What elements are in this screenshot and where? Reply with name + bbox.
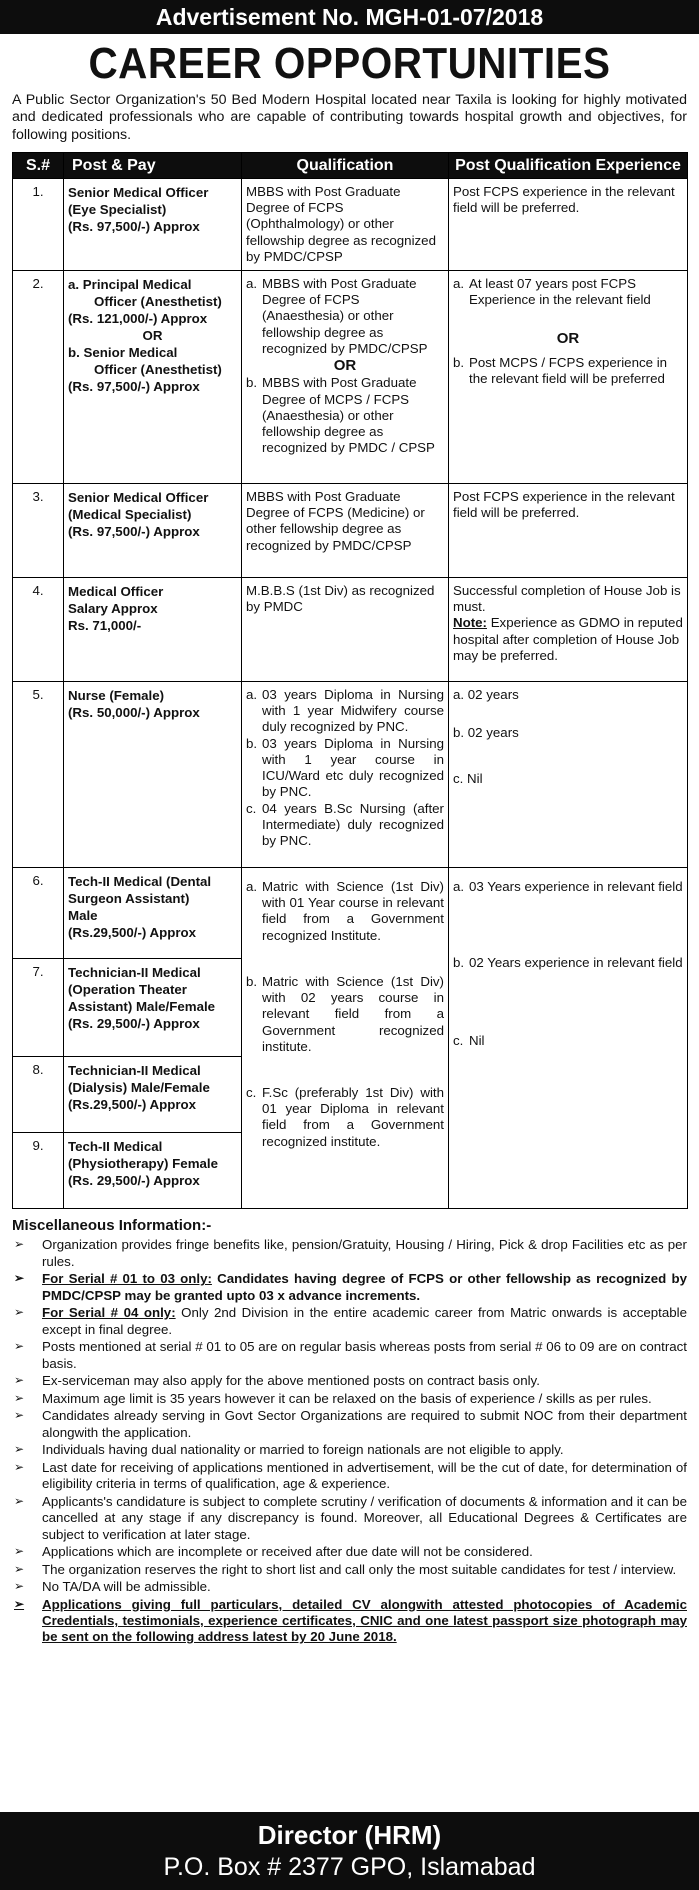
arrow-icon: ➢ bbox=[14, 1459, 25, 1474]
experience-text: Successful completion of House Job is must. bbox=[453, 583, 681, 615]
misc-text: Only 2nd Division in the entire academic career from Matric onwards is acceptable except in final degree. bbox=[42, 1305, 687, 1337]
table-row bbox=[13, 484, 688, 578]
row-qualification: M.B.B.S (1st Div) as recognized by PMDC bbox=[242, 578, 449, 682]
page-title: CAREER OPPORTUNITIES bbox=[88, 39, 611, 88]
post-line: Surgeon Assistant) bbox=[68, 891, 190, 907]
qualification-a: Matric with Science (1st Div) with 01 Year course in relevant field from a Government recognized Institute. bbox=[262, 879, 444, 943]
post-line: (Rs. 97,500/-) Approx bbox=[68, 379, 200, 395]
list-item bbox=[12, 1562, 687, 1578]
qualification-b: MBBS with Post Graduate Degree of MCPS / FCPS (Anaesthesia) or other fellowship degree as recognized by PMDC / CPSP bbox=[262, 375, 435, 456]
or-separator: OR bbox=[333, 357, 357, 375]
misc-text: Ex-serviceman may also apply for the above mentioned posts on contract basis only. bbox=[42, 1373, 540, 1389]
arrow-icon: ➢ bbox=[14, 1390, 25, 1405]
footer-title: Director (HRM) bbox=[257, 1820, 442, 1850]
row-post bbox=[64, 1133, 242, 1209]
row-qualification-shared bbox=[242, 868, 449, 1209]
list-item bbox=[12, 1339, 687, 1372]
row-sno: 8. bbox=[13, 1057, 64, 1133]
post-line: Senior Medical Officer bbox=[68, 184, 209, 200]
table-row bbox=[13, 578, 688, 682]
misc-text: Candidates already serving in Govt Sector Organizations are required to submit NOC from their department alongwith the application. bbox=[42, 1408, 687, 1440]
post-line: a. Principal Medical bbox=[68, 277, 192, 293]
misc-list bbox=[12, 1237, 687, 1646]
row-qualification bbox=[242, 682, 449, 868]
row-sno: 4. bbox=[13, 578, 64, 682]
item-marker: b. bbox=[453, 955, 465, 971]
post-line: Officer (Anesthetist) bbox=[94, 362, 222, 378]
list-item bbox=[12, 1271, 687, 1304]
post-line: Rs. 71,000/- bbox=[68, 618, 142, 634]
arrow-icon: ➢ bbox=[14, 1271, 25, 1286]
misc-text: Applicants's candidature is subject to complete scrutiny / verification of documents & information and it can be cancelled at any stage if any discrepancy is found. Moreover, all Educational Degrees & Certificates are subject to verification at later stage. bbox=[42, 1493, 687, 1542]
list-item bbox=[12, 1442, 687, 1458]
row-post bbox=[64, 1057, 242, 1133]
advertisement-number: Advertisement No. MGH-01-07/2018 bbox=[0, 0, 699, 34]
post-line: (Rs. 29,500/-) Approx bbox=[68, 1016, 200, 1032]
footer-address-block bbox=[0, 1812, 699, 1890]
post-line: b. Senior Medical bbox=[68, 345, 178, 361]
list-item bbox=[12, 1579, 687, 1595]
list-item bbox=[12, 1544, 687, 1560]
experience-b: 02 Years experience in relevant field bbox=[469, 955, 683, 971]
table-row bbox=[13, 682, 688, 868]
table-header-row bbox=[13, 152, 688, 178]
item-marker: c. bbox=[453, 1033, 464, 1049]
post-line: (Rs.29,500/-) Approx bbox=[68, 925, 197, 941]
list-item bbox=[12, 1305, 687, 1338]
item-marker: a. bbox=[246, 879, 258, 895]
post-line: Male bbox=[68, 908, 98, 924]
row-experience bbox=[449, 578, 688, 682]
row-post bbox=[64, 484, 242, 578]
item-marker: a. bbox=[246, 276, 258, 292]
row-experience: Post FCPS experience in the relevant field will be preferred. bbox=[449, 484, 688, 578]
item-marker: a. bbox=[453, 879, 465, 895]
row-sno: 3. bbox=[13, 484, 64, 578]
list-item bbox=[12, 1494, 687, 1543]
row-sno: 2. bbox=[13, 271, 64, 484]
misc-text: Candidates having degree of FCPS or other fellowship as recognized by PMDC/CPSP may be granted upto 03 x advance increments. bbox=[42, 1271, 687, 1303]
qualification-b: 03 years Diploma in Nursing with 1 year course in ICU/Ward etc duly recognized by PNC. bbox=[262, 735, 444, 800]
post-line: (Rs.29,500/-) Approx bbox=[68, 1097, 197, 1113]
row-qualification: MBBS with Post Graduate Degree of FCPS (Ophthalmology) or other fellowship degree as recognized by PMDC/CPSP bbox=[242, 178, 449, 270]
misc-text: Posts mentioned at serial # 01 to 05 are on regular basis whereas posts from serial # 06 to 09 are on contract basis. bbox=[42, 1339, 687, 1371]
post-line: Tech-II Medical bbox=[68, 1139, 163, 1155]
experience-c: Nil bbox=[469, 1033, 485, 1049]
post-line: Officer (Anesthetist) bbox=[94, 294, 222, 310]
note-text: Experience as GDMO in reputed hospital after completion of House Job may be preferred. bbox=[453, 615, 683, 663]
list-item bbox=[12, 1391, 687, 1407]
arrow-icon: ➢ bbox=[14, 1493, 25, 1508]
row-post bbox=[64, 959, 242, 1057]
row-experience bbox=[449, 271, 688, 484]
row-sno: 9. bbox=[13, 1133, 64, 1209]
post-line: (Rs. 97,500/-) Approx bbox=[68, 218, 200, 234]
experience-c: c. Nil bbox=[453, 771, 483, 787]
header-experience: Post Qualification Experience bbox=[449, 152, 688, 178]
qualification-b: Matric with Science (1st Div) with 02 years course in relevant field from a Government recognized institute. bbox=[262, 973, 444, 1054]
experience-b: Post MCPS / FCPS experience in the relevant field will be preferred bbox=[469, 354, 668, 386]
post-line: (Rs. 97,500/-) Approx bbox=[68, 524, 200, 540]
post-line: (Operation Theater bbox=[68, 982, 187, 998]
misc-heading: Miscellaneous Information:- bbox=[12, 1217, 212, 1235]
serial-label: For Serial # 04 only: bbox=[42, 1305, 176, 1321]
experience-a: 03 Years experience in relevant field bbox=[469, 879, 683, 895]
row-post bbox=[64, 271, 242, 484]
row-post bbox=[64, 178, 242, 270]
misc-text: No TA/DA will be admissible. bbox=[42, 1579, 211, 1595]
misc-text: Last date for receiving of applications mentioned in advertisement, will be the cut of date, for determination of eligibility criteria in terms of qualification, age & experience. bbox=[42, 1459, 687, 1492]
list-item bbox=[12, 1460, 687, 1493]
post-line: (Medical Specialist) bbox=[68, 507, 192, 523]
qualification-c: 04 years B.Sc Nursing (after Intermediate) duly recognized by PNC. bbox=[262, 800, 444, 848]
item-marker: c. bbox=[246, 800, 257, 816]
post-line: (Rs. 29,500/-) Approx bbox=[68, 1173, 200, 1189]
qualification-c: F.Sc (preferably 1st Div) with 01 year Diploma in relevant field from a Government recognized institute. bbox=[262, 1085, 444, 1149]
arrow-icon: ➢ bbox=[14, 1544, 25, 1559]
item-marker: b. bbox=[453, 354, 465, 370]
post-line: (Rs. 50,000/-) Approx bbox=[68, 705, 200, 721]
row-post bbox=[64, 578, 242, 682]
row-post bbox=[64, 868, 242, 959]
list-item bbox=[12, 1597, 687, 1646]
row-qualification bbox=[242, 271, 449, 484]
misc-text: Maximum age limit is 35 years however it can be relaxed on the basis of experience / skills as per rules. bbox=[42, 1390, 652, 1406]
header-qualification: Qualification bbox=[242, 152, 449, 178]
qualification-a: MBBS with Post Graduate Degree of FCPS (Anaesthesia) or other fellowship degree as recognized by PMDC/CPSP bbox=[262, 276, 428, 356]
qualification-a: 03 years Diploma in Nursing with 1 year Midwifery course duly recognized by PNC. bbox=[262, 687, 444, 735]
misc-text: Applications which are incomplete or received after due date will not be considered. bbox=[42, 1544, 533, 1560]
header-post-pay: Post & Pay bbox=[64, 152, 242, 178]
row-qualification: MBBS with Post Graduate Degree of FCPS (Medicine) or other fellowship degree as recognized by PMDC/CPSP bbox=[242, 484, 449, 578]
post-line: Tech-II Medical (Dental bbox=[68, 874, 212, 890]
row-sno: 7. bbox=[13, 959, 64, 1057]
item-marker: a. bbox=[453, 276, 465, 292]
arrow-icon: ➢ bbox=[14, 1579, 25, 1594]
row-post bbox=[64, 682, 242, 868]
arrow-icon: ➢ bbox=[14, 1596, 25, 1611]
arrow-icon: ➢ bbox=[14, 1442, 25, 1457]
footer-address: P.O. Box # 2377 GPO, Islamabad bbox=[163, 1853, 536, 1881]
post-line: (Dialysis) Male/Female bbox=[68, 1080, 210, 1096]
row-sno: 1. bbox=[13, 178, 64, 270]
post-line: Nurse (Female) bbox=[68, 688, 165, 704]
table-row bbox=[13, 868, 688, 959]
post-line: (Eye Specialist) bbox=[68, 201, 167, 217]
experience-b: b. 02 years bbox=[453, 725, 519, 741]
or-separator: OR bbox=[556, 330, 580, 348]
arrow-icon: ➢ bbox=[14, 1408, 25, 1423]
misc-text: Individuals having dual nationality or married to foreign nationals are not eligible to apply. bbox=[42, 1442, 564, 1458]
misc-text: The organization reserves the right to short list and call only the most suitable candidates for test / interview. bbox=[42, 1561, 677, 1577]
arrow-icon: ➢ bbox=[14, 1237, 25, 1252]
post-line: Salary Approx bbox=[68, 601, 158, 617]
post-line: (Rs. 121,000/-) Approx bbox=[68, 311, 208, 327]
item-marker: b. bbox=[246, 375, 258, 391]
experience-a: At least 07 years post FCPS Experience in the relevant field bbox=[469, 276, 651, 308]
item-marker: b. bbox=[246, 973, 258, 989]
post-line: (Physiotherapy) Female bbox=[68, 1156, 219, 1172]
positions-table bbox=[12, 152, 688, 1209]
note-label: Note: bbox=[453, 615, 487, 631]
post-line: Technician-II Medical bbox=[68, 1063, 201, 1079]
item-marker: a. bbox=[246, 687, 258, 703]
table-row bbox=[13, 178, 688, 270]
post-line: Senior Medical Officer bbox=[68, 490, 209, 506]
experience-a: a. 02 years bbox=[453, 687, 519, 703]
row-experience bbox=[449, 682, 688, 868]
item-marker: b. bbox=[246, 735, 258, 751]
row-sno: 6. bbox=[13, 868, 64, 959]
item-marker: c. bbox=[246, 1085, 257, 1100]
list-item bbox=[12, 1408, 687, 1441]
post-line: Medical Officer bbox=[68, 584, 164, 600]
arrow-icon: ➢ bbox=[14, 1305, 25, 1320]
serial-label: For Serial # 01 to 03 only: bbox=[42, 1271, 212, 1287]
list-item bbox=[12, 1237, 687, 1270]
arrow-icon: ➢ bbox=[14, 1373, 25, 1388]
post-line: Assistant) Male/Female bbox=[68, 999, 216, 1015]
final-note: Applications giving full particulars, detailed CV alongwith attested photocopies of Academic Credentials, testimonials, experience certificates, CNIC and one latest passport size photograph may be sent on the following address latest by 20 June 2018. bbox=[42, 1596, 687, 1645]
intro-paragraph: A Public Sector Organization's 50 Bed Modern Hospital located near Taxila is looking for highly motivated and dedicated professionals who are capable of contributing towards hospital growth and objectives, for following positions. bbox=[12, 92, 687, 143]
list-item bbox=[12, 1373, 687, 1389]
row-experience: Post FCPS experience in the relevant field will be preferred. bbox=[449, 178, 688, 270]
row-experience-shared bbox=[449, 868, 688, 1209]
row-sno: 5. bbox=[13, 682, 64, 868]
or-separator: OR bbox=[142, 328, 163, 344]
arrow-icon: ➢ bbox=[14, 1339, 25, 1354]
misc-text: Organization provides fringe benefits like, pension/Gratuity, Housing / Hiring, Pick & drop Facilities etc as per rules. bbox=[42, 1237, 687, 1269]
arrow-icon: ➢ bbox=[14, 1561, 25, 1576]
table-row bbox=[13, 271, 688, 484]
post-line: Technician-II Medical bbox=[68, 965, 201, 981]
header-sno: S.# bbox=[13, 152, 64, 178]
